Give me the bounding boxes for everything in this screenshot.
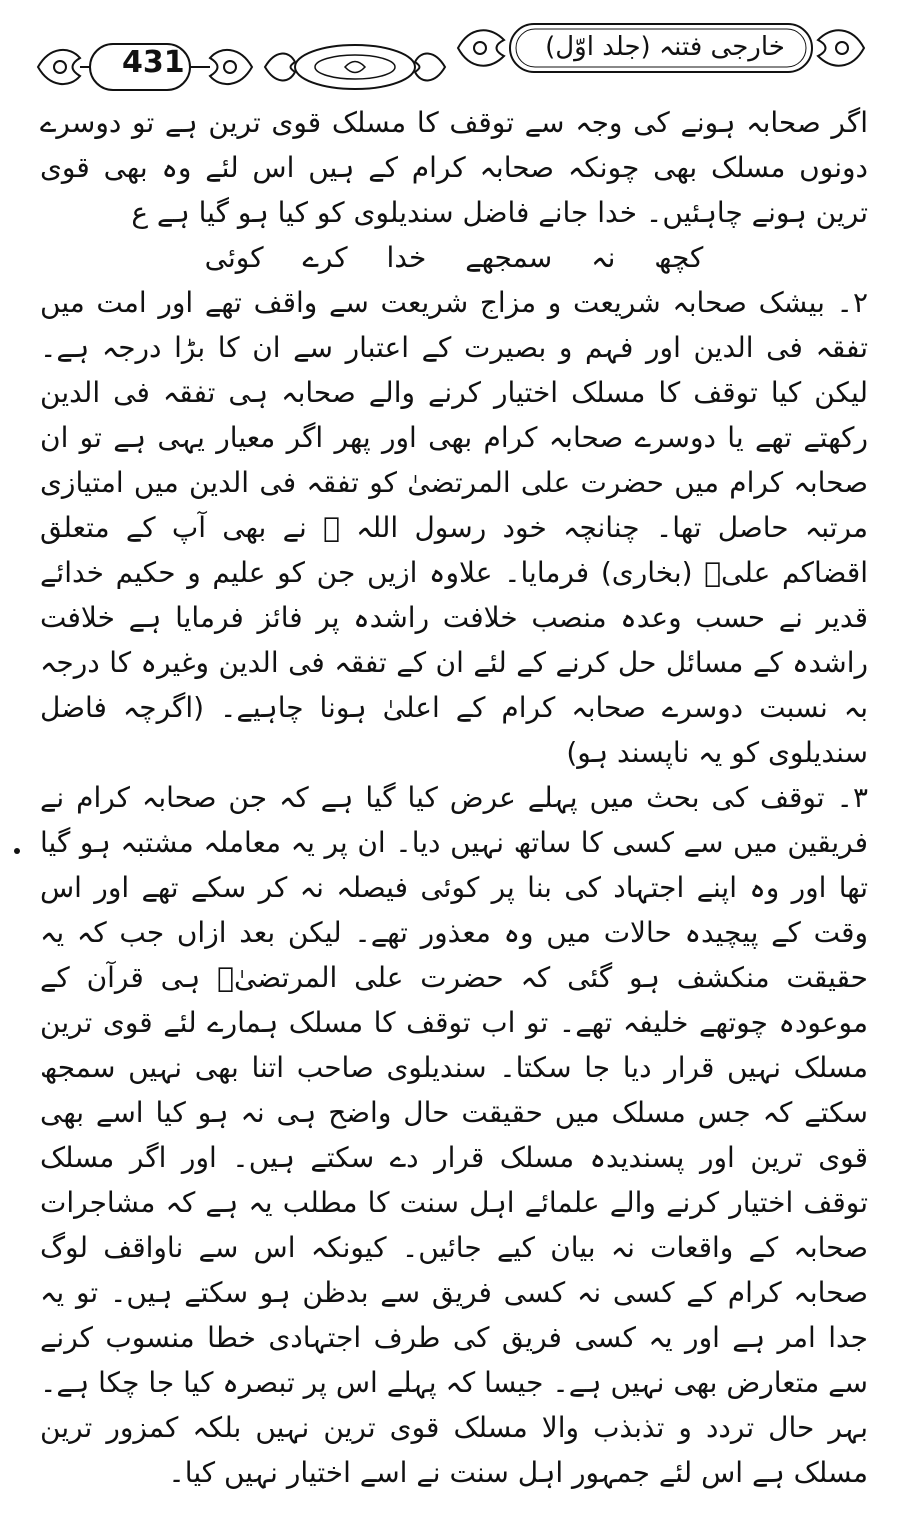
book-title: خارجی فتنہ (جلد اوّل) — [545, 32, 785, 62]
center-ornament — [255, 38, 455, 96]
page-body — [40, 100, 868, 1530]
paragraph-3: ۳۔ توقف کی بحث میں پہلے عرض کیا گیا ہے کہ جن صحابہ کرام نے فریقین میں سے کسی کا ساتھ نہیں دیا۔ ان پر یہ معاملہ مشتبہ ہو گیا تھا اور وہ اپنے اجتہاد کی بنا پر کوئی فیصلہ نہ کر سکے تھے اور اس وقت کے پیچیدہ حالات میں وہ معذور تھے۔ لیکن بعد ازاں جب کہ یہ حقیقت منکشف ہو گئی کہ حضرت علی المرتضیٰؓ ہی قرآن کے موعودہ چوتھے خلیفہ تھے۔ تو اب توقف کا مسلک ہمارے لئے قوی ترین مسلک نہیں قرار دیا جا سکتا۔ سندیلوی صاحب اتنا بھی نہیں سمجھ سکتے کہ جس مسلک میں حقیقت حال واضح ہی نہ ہو کیا اسے بھی قوی ترین اور پسندیدہ مسلک قرار دے سکتے ہیں۔ اور اگر مسلک توقف اختیار کرنے والے علمائے اہل سنت کا مطلب یہ ہے کہ مشاجرات صحابہ کے واقعات نہ بیان کیے جائیں۔ کیونکہ اس سے ناواقف لوگ صحابہ کرام کے کسی نہ کسی فریق سے بدظن ہو سکتے ہیں۔ تو یہ جدا امر ہے اور یہ کسی فریق کی طرف اجتہادی خطا منسوب کرنے سے متعارض بھی نہیں ہے۔ جیسا کہ پہلے اس پر تبصرہ کیا جا چکا ہے۔ بہر حال تردد و تذبذب والا مسلک قوی ترین نہیں بلکہ کمزور ترین مسلک ہے اس لئے جمہور اہل سنت نے اسے اختیار نہیں کیا۔ — [40, 781, 869, 1489]
verse: کچھ نہ سمجھے خدا کرے کوئی — [204, 241, 704, 274]
paragraph-2: ۲۔ بیشک صحابہ شریعت و مزاج شریعت سے واقف تھے اور امت میں تفقہ فی الدین اور فہم و بصیرت کے اعتبار سے ان کا بڑا درجہ ہے۔ لیکن کیا توقف کا مسلک اختیار کرنے والے صحابہ ہی تفقہ فی الدین رکھتے تھے یا دوسرے صحابہ کرام بھی اور پھر اگر معیار یہی ہے تو ان صحابہ کرام میں حضرت علی المرتضیٰ کو تفقہ فی الدین میں امتیازی مرتبہ حاصل تھا۔ چنانچہ خود رسول اللہ ﷺ نے بھی آپ کے متعلق اقضاکم علیؓ (بخاری) فرمایا۔ علاوہ ازیں جن کو علیم و حکیم خدائے قدیر نے حسب وعدہ منصب خلافت راشدہ پر فائز فرمایا ہے خلافت راشدہ کے مسائل حل کرنے کے لئے ان کے تفقہ فی الدین وغیرہ کا درجہ بہ نسبت دوسرے صحابہ کرام کے اعلیٰ ہونا چاہیے۔ (اگرچہ فاضل سندیلوی کو یہ ناپسند ہو) — [40, 286, 868, 769]
paragraph-1: اگر صحابہ ہونے کی وجہ سے توقف کا مسلک قوی ترین ہے تو دوسرے دونوں مسلک بھی چونکہ صحابہ کرام کے ہیں اس لئے وہ بھی قوی ترین ہونے چاہئیں۔ خدا جانے فاضل سندیلوی کو کیا ہو گیا ہے ع — [40, 106, 868, 229]
page-number-frame — [30, 38, 260, 96]
page-number: 431 — [122, 45, 185, 80]
page-header — [30, 18, 872, 98]
title-frame — [450, 18, 872, 78]
margin-dot — [14, 848, 20, 854]
